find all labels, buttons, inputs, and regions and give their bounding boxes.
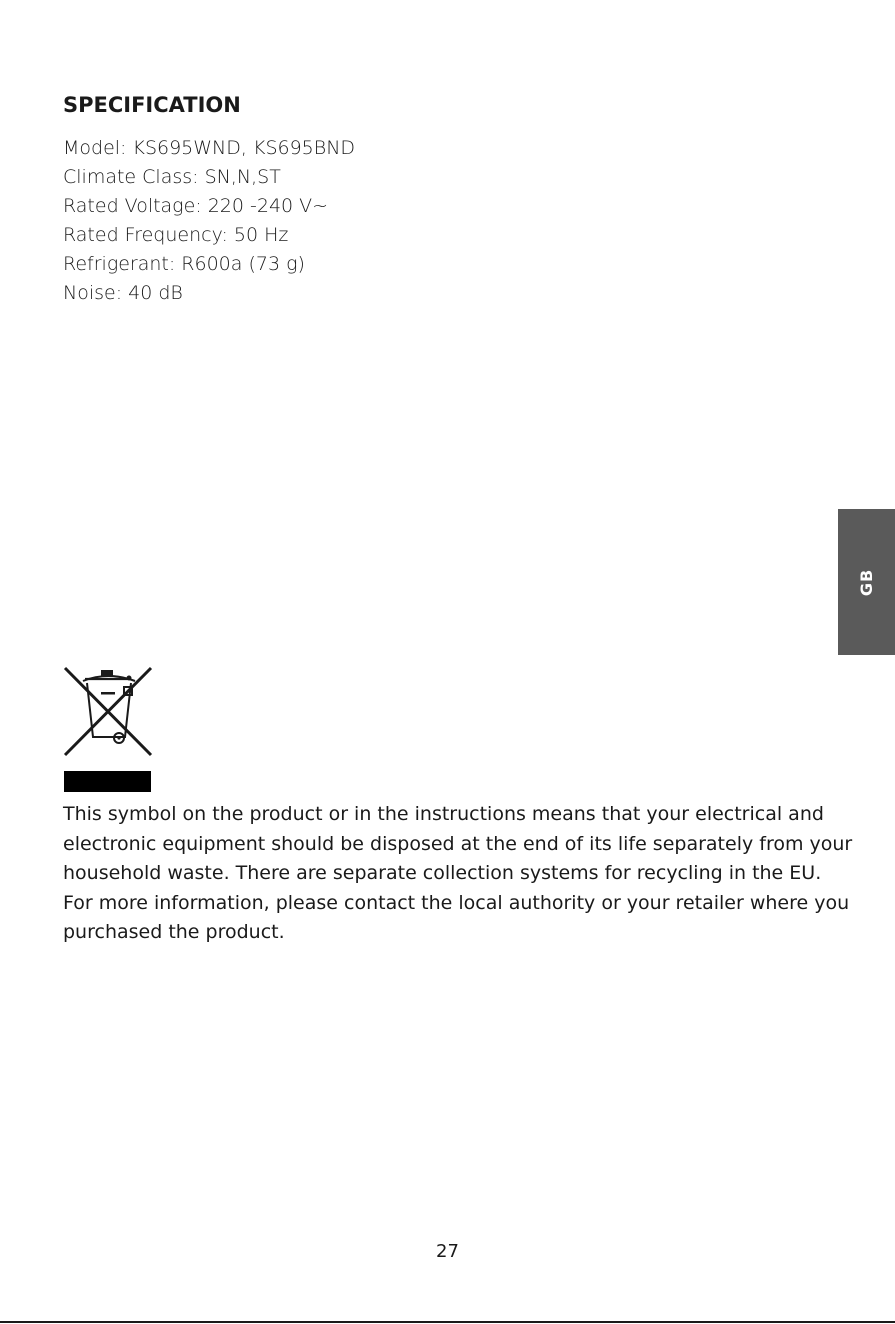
spec-model: Model: KS695WND, KS695BND	[63, 137, 356, 159]
spec-rated-frequency: Rated Frequency: 50 Hz	[63, 224, 289, 246]
page-number: 27	[436, 1241, 459, 1262]
crossed-out-wheelie-bin-icon	[63, 665, 153, 793]
bottom-rule	[0, 1321, 895, 1323]
language-tab	[838, 509, 895, 655]
spec-climate-class: Climate Class: SN,N,ST	[63, 166, 281, 188]
spec-refrigerant: Refrigerant: R600a (73 g)	[63, 253, 305, 275]
disposal-notice: This symbol on the product or in the instructions means that your electrical and electronic equipment should be disposed at the end of its life separately from your household waste. There are separate collection systems for recycling in the EU. For more information, please contact the local authority or your retailer where you purchased the product.	[63, 803, 853, 943]
spec-rated-voltage: Rated Voltage: 220 -240 V~	[63, 195, 329, 217]
language-tab-label: GB	[856, 568, 876, 596]
specification-list	[63, 134, 355, 308]
section-heading: SPECIFICATION	[63, 93, 241, 117]
spec-noise: Noise: 40 dB	[63, 282, 183, 304]
